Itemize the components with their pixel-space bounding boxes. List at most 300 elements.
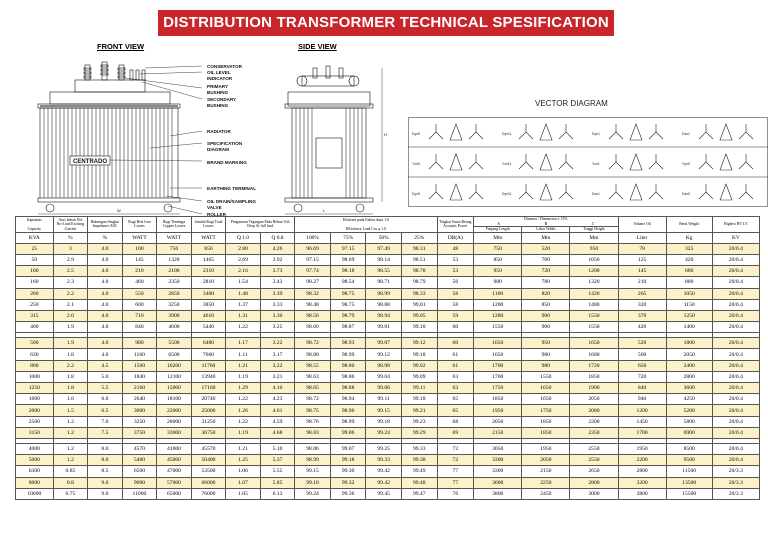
table-row	[16, 455, 760, 466]
table-cell: 99.15	[366, 405, 402, 416]
table-cell: 2450	[522, 488, 570, 499]
phasor-icon	[630, 124, 642, 140]
table-cell: 1650	[522, 383, 570, 394]
table-cell: 1.07	[226, 477, 261, 488]
table-cell: 4.0	[88, 338, 123, 349]
table-cell: 145	[122, 254, 157, 265]
table-cell: 61	[437, 360, 474, 371]
table-cell: 2050	[666, 349, 712, 360]
table-cell: 100	[122, 243, 157, 254]
table-cell: 98.99	[330, 416, 366, 427]
callout-primary: PRIMARY	[207, 84, 229, 89]
table-cell: 99.48	[401, 477, 437, 488]
phasor-icon	[429, 154, 443, 169]
table-cell: 1900	[570, 383, 618, 394]
table-row	[16, 288, 760, 299]
unit-cell: 25%	[401, 232, 437, 243]
dim-a: A	[497, 221, 501, 226]
table-cell: 1.06	[226, 466, 261, 477]
table-cell: 11000	[122, 488, 157, 499]
table-cell: 2800	[666, 371, 712, 382]
vector-diagram	[408, 117, 768, 207]
col-length: Panjang Length	[474, 227, 522, 233]
table-cell: 6500	[157, 349, 192, 360]
table-cell: 3.33	[260, 299, 295, 310]
vector-code-label: Yzn5	[412, 162, 420, 166]
table-cell: 20/0.4	[712, 360, 759, 371]
unit-cell: 50%	[366, 232, 402, 243]
table-cell: 20/3.3	[712, 477, 759, 488]
table-header-row	[16, 217, 760, 227]
table-cell: 5.5	[88, 383, 123, 394]
table-cell: 98.88	[330, 383, 366, 394]
table-cell: 1050	[666, 288, 712, 299]
table-cell: 1700	[618, 427, 666, 438]
table-cell: 72	[437, 455, 474, 466]
table-cell: 5500	[157, 338, 192, 349]
table-cell: 1.21	[226, 360, 261, 371]
col-weight: Berat Weight	[666, 217, 712, 233]
table-cell: 1.37	[226, 299, 261, 310]
table-cell: 3.92	[260, 254, 295, 265]
phasor-icon	[559, 154, 573, 169]
table-cell: 28000	[157, 416, 192, 427]
table-cell: 68	[437, 416, 474, 427]
table-cell: 1950	[618, 443, 666, 454]
table-cell: 6.13	[260, 488, 295, 499]
table-cell: 1160	[122, 349, 157, 360]
table-cell: 2.16	[226, 266, 261, 277]
phasor-icon	[519, 154, 533, 169]
table-cell: 4.59	[260, 416, 295, 427]
table-cell: 99.07	[366, 338, 402, 349]
table-cell: 65000	[157, 488, 192, 499]
table-row	[16, 322, 760, 333]
table-cell: 99.18	[366, 416, 402, 427]
table-cell: 950	[474, 266, 522, 277]
phasor-icon	[720, 184, 732, 200]
table-cell: 99.18	[401, 394, 437, 405]
phasor-icon	[699, 154, 713, 169]
table-cell: 4.5	[88, 360, 123, 371]
table-cell: 2050	[522, 455, 570, 466]
brand-plate-text: CENTRADO	[73, 159, 107, 165]
table-cell: 125	[618, 254, 666, 265]
table-cell: 600	[122, 299, 157, 310]
table-cell: 20/0.4	[712, 277, 759, 288]
table-cell: 98.51	[401, 254, 437, 265]
table-cell: 650	[618, 360, 666, 371]
table-cell: 98.75	[330, 288, 366, 299]
vector-code-label: Yzn1	[592, 162, 600, 166]
table-cell: 20/0.4	[712, 394, 759, 405]
table-cell: 2400	[666, 360, 712, 371]
table-cell: 63	[437, 383, 474, 394]
table-row	[16, 349, 760, 360]
table-cell: 2350	[157, 277, 192, 288]
table-cell: 99.07	[330, 443, 366, 454]
callout-conservator: CONSERVATOR	[207, 64, 242, 69]
table-cell: 99.33	[401, 443, 437, 454]
table-cell: 0.75	[53, 488, 88, 499]
table-cell: 99.32	[330, 477, 366, 488]
vector-code-label: Dyn11	[502, 192, 512, 196]
table-cell: 99.38	[401, 455, 437, 466]
table-cell: 320	[618, 299, 666, 310]
table-cell: 4.0	[88, 243, 123, 254]
table-cell: 12100	[157, 371, 192, 382]
phasor-icon	[469, 184, 483, 199]
table-cell: 1.31	[226, 310, 261, 321]
table-cell: 0.85	[53, 466, 88, 477]
table-cell: 5800	[666, 416, 712, 427]
table-cell: 53	[437, 254, 474, 265]
phasor-icon	[720, 154, 732, 170]
table-cell: 99.05	[401, 310, 437, 321]
callout-diagram: DIAGRAM	[207, 147, 229, 152]
table-cell: 800	[666, 277, 712, 288]
table-cell: 1.25	[226, 455, 261, 466]
phasor-icon	[519, 184, 533, 199]
table-cell: 76	[437, 488, 474, 499]
vector-code-label: Dyn1	[592, 132, 600, 136]
table-cell: 3150	[16, 427, 54, 438]
table-cell: 3800	[618, 488, 666, 499]
table-cell: 980	[522, 360, 570, 371]
table-cell: 10000	[16, 488, 54, 499]
table-cell: 98.65	[295, 383, 331, 394]
table-cell: 20/0.4	[712, 455, 759, 466]
table-cell: 98.83	[295, 427, 331, 438]
table-cell: 20/0.4	[712, 322, 759, 333]
table-cell: 77	[437, 466, 474, 477]
table-cell: 2150	[474, 427, 522, 438]
table-cell: 99.30	[330, 466, 366, 477]
table-cell: 98.31	[401, 243, 437, 254]
table-cell: 2500	[16, 416, 54, 427]
table-cell: 460	[122, 277, 157, 288]
callout-roller: ROLLER	[207, 212, 226, 217]
table-cell: 25000	[191, 405, 226, 416]
phasor-icon	[540, 184, 552, 200]
table-cell: 98.72	[295, 338, 331, 349]
table-cell: 710	[122, 310, 157, 321]
table-cell: 98.96	[330, 405, 366, 416]
table-cell: 63	[437, 371, 474, 382]
table-cell: 2.0	[53, 310, 88, 321]
table-cell: 940	[618, 394, 666, 405]
table-cell: 47000	[157, 466, 192, 477]
table-cell: 3.22	[260, 360, 295, 371]
table-cell: 99.36	[330, 488, 366, 499]
table-cell: 20/0.4	[712, 310, 759, 321]
table-cell: 3.43	[260, 277, 295, 288]
table-cell: 2850	[157, 288, 192, 299]
table-cell: 10200	[157, 360, 192, 371]
table-cell: 1.21	[226, 443, 261, 454]
table-cell: 4.68	[260, 427, 295, 438]
col-width: Lebar Width	[522, 227, 570, 233]
table-cell: 3000	[570, 488, 618, 499]
callout-valve: VALVE	[207, 205, 222, 210]
table-row	[16, 416, 760, 427]
unit-cell: %	[88, 232, 123, 243]
table-cell: 98.14	[366, 254, 402, 265]
table-row	[16, 427, 760, 438]
table-cell: 1.6	[53, 394, 88, 405]
table-cell: 9500	[666, 455, 712, 466]
table-row	[16, 443, 760, 454]
table-cell: 210	[122, 266, 157, 277]
dim-b: B	[544, 221, 548, 226]
table-cell: 8500	[666, 443, 712, 454]
table-cell: 550	[122, 288, 157, 299]
vector-code-label: Dyn11	[502, 132, 512, 136]
table-cell: 420	[666, 254, 712, 265]
col-no-load-current: Arus beban Nol No-Load Exciting Current	[53, 217, 88, 233]
table-cell: 98.86	[295, 443, 331, 454]
table-cell: 3400	[191, 288, 226, 299]
table-cell: 98.94	[330, 394, 366, 405]
table-cell: 1.8	[53, 349, 88, 360]
table-cell: 2080	[570, 405, 618, 416]
col-total-losses: Jumlah Rugi Total Losses	[191, 217, 226, 233]
table-cell: 720	[522, 266, 570, 277]
phasor-icon	[559, 184, 573, 199]
table-cell: 4.23	[260, 394, 295, 405]
table-cell: 99.18	[295, 477, 331, 488]
side-view-label: SIDE VIEW	[298, 42, 337, 51]
table-cell: 98.75	[330, 299, 366, 310]
table-cell: 1.54	[226, 277, 261, 288]
table-cell: 756	[157, 243, 192, 254]
table-cell: 3250	[122, 416, 157, 427]
table-cell: 630	[16, 349, 54, 360]
table-cell: 850	[522, 299, 570, 310]
col-volt-drop: Pengaturan Tegangan Pada Beban Volt Drop At full load	[226, 217, 295, 233]
table-cell: 97.15	[295, 254, 331, 265]
phasor-icon	[739, 184, 753, 199]
units-row	[16, 232, 760, 243]
table-cell: 1650	[570, 338, 618, 349]
table-cell: 1400	[666, 322, 712, 333]
table-cell: 2.5	[53, 266, 88, 277]
table-cell: 58	[437, 288, 474, 299]
table-cell: 3	[53, 243, 88, 254]
table-cell: 11760	[191, 360, 226, 371]
table-cell: 25	[16, 243, 54, 254]
table-cell: 980	[474, 277, 522, 288]
table-cell: 99.24	[366, 427, 402, 438]
table-cell: 900	[522, 322, 570, 333]
table-cell: 600	[666, 266, 712, 277]
table-cell: 1550	[570, 322, 618, 333]
table-cell: 1650	[474, 338, 522, 349]
table-cell: 9.0	[88, 488, 123, 499]
table-cell: 1320	[157, 254, 192, 265]
table-cell: 99.15	[295, 466, 331, 477]
phasor-icon	[739, 154, 753, 169]
table-cell: 99.29	[401, 427, 437, 438]
table-cell: 99.42	[366, 466, 402, 477]
callout-earthing-terminal: EARTHING TERMINAL	[207, 186, 256, 191]
table-row	[16, 299, 760, 310]
table-cell: 1050	[570, 254, 618, 265]
table-cell: 69	[437, 427, 474, 438]
table-cell: 97.15	[330, 243, 366, 254]
table-cell: 2310	[191, 266, 226, 277]
table-cell: 856	[191, 243, 226, 254]
table-cell: 98.48	[295, 299, 331, 310]
spec-table	[15, 216, 760, 500]
phasor-icon	[649, 124, 663, 139]
table-row	[16, 338, 760, 349]
table-row	[16, 477, 760, 488]
table-cell: 1200	[618, 405, 666, 416]
table-cell: 99.45	[366, 488, 402, 499]
unit-cell: 100%	[295, 232, 331, 243]
phasor-icon	[609, 184, 623, 199]
table-row	[16, 371, 760, 382]
table-cell: 99.09	[401, 371, 437, 382]
table-cell: 78	[618, 243, 666, 254]
table-cell: 700	[522, 254, 570, 265]
table-cell: 20740	[191, 394, 226, 405]
table-cell: 3900	[157, 310, 192, 321]
table-cell: 60	[437, 322, 474, 333]
col-impedance: Hubungan Singkat Impedance ZSC	[88, 217, 123, 233]
table-cell: 4.0	[88, 310, 123, 321]
table-cell: 1465	[191, 254, 226, 265]
callout-brand-marking: BRAND MARKING	[207, 160, 247, 165]
table-cell: 98.55	[295, 360, 331, 371]
table-cell: 3.17	[260, 349, 295, 360]
table-cell: 5440	[191, 322, 226, 333]
table-cell: 11500	[666, 466, 712, 477]
table-cell: 1.19	[226, 371, 261, 382]
table-cell: 98.80	[330, 360, 366, 371]
table-cell: 1.2	[53, 455, 88, 466]
table-cell: 1480	[570, 299, 618, 310]
table-cell: 840	[122, 322, 157, 333]
table-cell: 2000	[16, 405, 54, 416]
table-cell: 99.18	[401, 349, 437, 360]
table-cell: 99.06	[330, 427, 366, 438]
table-cell: 20/0.4	[712, 299, 759, 310]
table-cell: 2150	[522, 466, 570, 477]
table-cell: 1680	[570, 349, 618, 360]
phasor-icon	[699, 124, 713, 139]
table-cell: 7.5	[88, 427, 123, 438]
table-cell: 750	[474, 243, 522, 254]
table-cell: 315	[16, 310, 54, 321]
unit-cell: DB(A)	[437, 232, 474, 243]
phasor-icon	[720, 124, 732, 140]
table-cell: 4570	[122, 443, 157, 454]
table-cell: 20/0.4	[712, 405, 759, 416]
table-cell: 36750	[191, 427, 226, 438]
col-dimension: Dimensi / Dimension ± 15% A B C	[474, 217, 618, 227]
table-cell: 1800	[666, 338, 712, 349]
front-view-label: FRONT VIEW	[97, 42, 145, 51]
table-cell: 4.26	[260, 243, 295, 254]
table-cell: 1.17	[226, 338, 261, 349]
table-cell: 5.37	[260, 455, 295, 466]
vector-code-label: Yyn0	[682, 162, 690, 166]
table-row	[16, 360, 760, 371]
table-cell: 3600	[666, 383, 712, 394]
table-cell: 1850	[474, 394, 522, 405]
unit-cell: WATT	[122, 232, 157, 243]
table-cell: 4250	[666, 394, 712, 405]
vector-code-label: Dzn1	[682, 132, 690, 136]
table-cell: 3.22	[260, 338, 295, 349]
table-cell: 5.0	[88, 371, 123, 382]
table-cell: 1280	[474, 310, 522, 321]
table-cell: 4.0	[88, 266, 123, 277]
table-cell: 4610	[191, 310, 226, 321]
table-cell: 4000	[16, 443, 54, 454]
table-cell: 98.79	[330, 310, 366, 321]
table-cell: 3800	[474, 488, 522, 499]
table-cell: 370	[618, 310, 666, 321]
table-cell: 1750	[522, 405, 570, 416]
table-cell: 160	[16, 277, 54, 288]
table-cell: 1700	[474, 360, 522, 371]
table-cell: 1.26	[226, 405, 261, 416]
table-cell: 76000	[191, 488, 226, 499]
table-cell: 1.5	[53, 405, 88, 416]
table-row	[16, 405, 760, 416]
col-acoustic: Tingkat Suara Bising Acoustic Power	[437, 217, 474, 233]
table-row	[16, 394, 760, 405]
table-cell: 200	[16, 288, 54, 299]
table-cell: 2640	[122, 394, 157, 405]
table-row	[16, 310, 760, 321]
dim-height-label: H	[384, 132, 387, 137]
table-cell: 1.9	[53, 322, 88, 333]
table-cell: 99.33	[366, 455, 402, 466]
page-title: DISTRIBUTION TRANSFORMER TECHNICAL SPESIFICATION	[158, 10, 614, 36]
table-cell: 99.21	[401, 405, 437, 416]
phasor-icon	[649, 184, 663, 199]
table-cell: 98.54	[330, 277, 366, 288]
table-cell: 99.42	[366, 477, 402, 488]
table-cell: 50400	[191, 455, 226, 466]
phasor-icon	[609, 124, 623, 139]
table-cell: 1600	[16, 394, 54, 405]
table-cell: 7.0	[88, 416, 123, 427]
table-cell: 4.0	[88, 322, 123, 333]
table-cell: 1.2	[53, 416, 88, 427]
table-cell: 2.2	[53, 288, 88, 299]
col-highest-voltage: Highest HV LV	[712, 217, 759, 233]
table-cell: 1850	[522, 427, 570, 438]
table-cell: 1.2	[53, 443, 88, 454]
table-cell: 3.25	[260, 322, 295, 333]
table-cell: 1750	[474, 383, 522, 394]
callout-secondary: SECONDARY	[207, 97, 237, 102]
callout-radiator: RADIATOR	[207, 129, 231, 134]
table-cell: 98.94	[366, 310, 402, 321]
table-cell: 2810	[191, 277, 226, 288]
table-cell: 210	[618, 277, 666, 288]
table-cell: 1000	[16, 371, 54, 382]
table-cell: 99.11	[366, 394, 402, 405]
vector-code-label: Dzn1	[592, 192, 600, 196]
table-cell: 98.88	[366, 299, 402, 310]
table-cell: 2350	[570, 427, 618, 438]
